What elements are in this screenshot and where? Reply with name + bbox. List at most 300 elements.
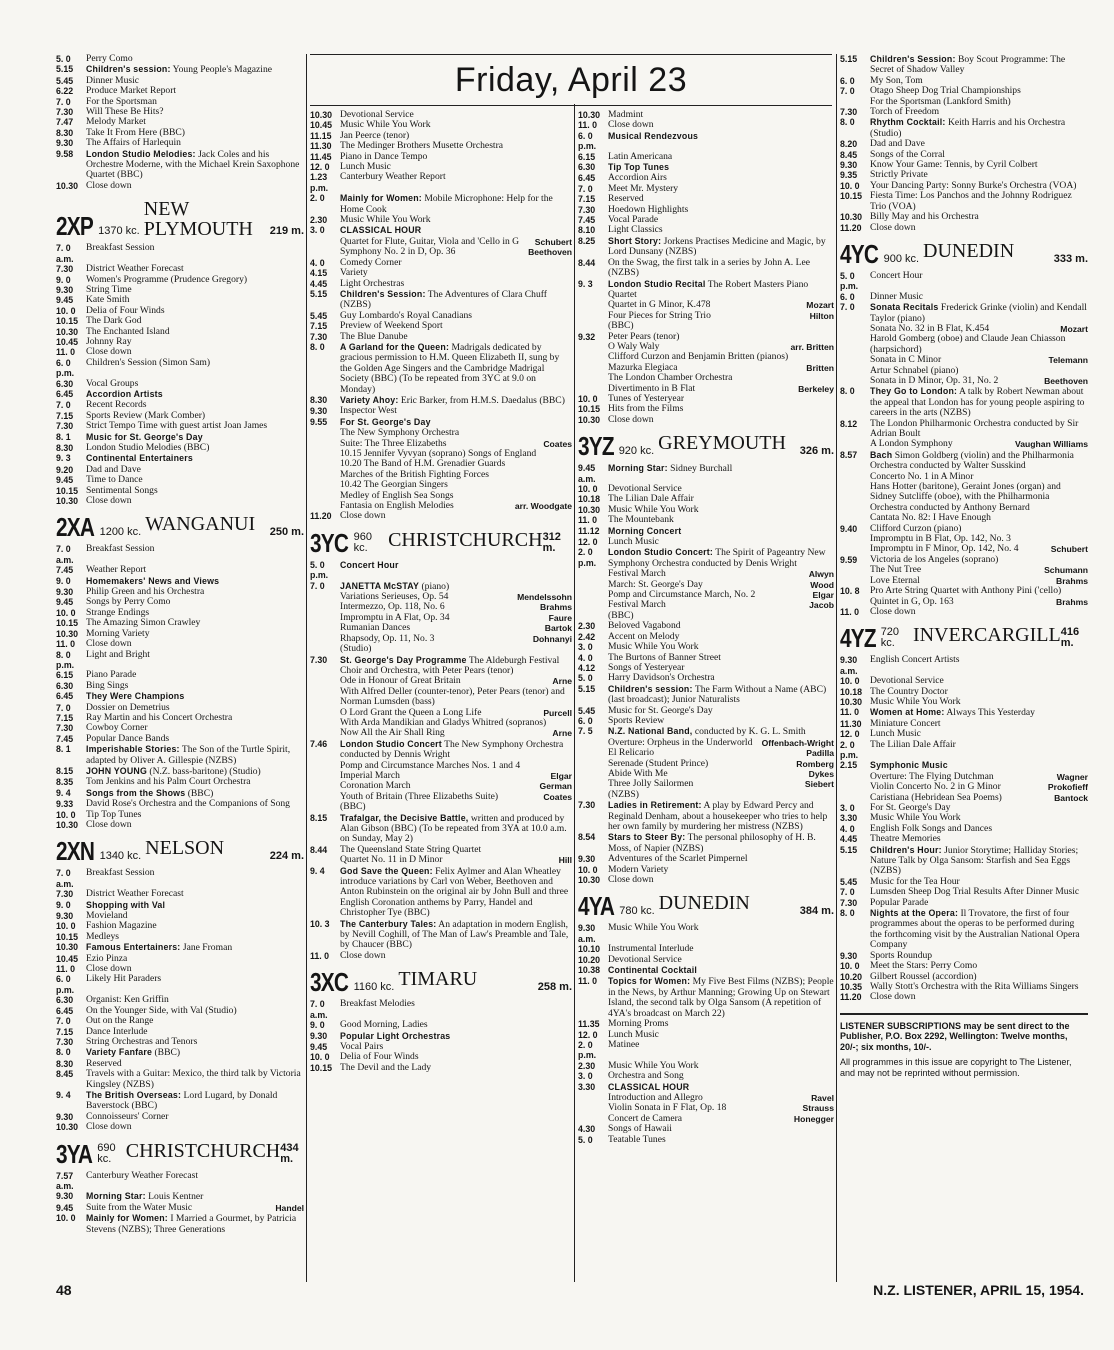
programme-item <box>56 264 304 274</box>
programme-item <box>310 1020 572 1030</box>
time: 9.30 <box>56 911 74 922</box>
programme-text: CLASSICAL HOUR <box>608 1081 690 1092</box>
programme-text: Music While You Work <box>340 214 431 226</box>
programme-text: Variety Fanfare (BBC) <box>86 1047 181 1059</box>
programme-item <box>56 138 304 148</box>
work-title: Intermezzo, Op. 118, No. 6 <box>340 601 445 613</box>
programme-text: Close down <box>86 638 132 650</box>
work-title: O Lord Grant the Queen a Long Life <box>340 706 482 718</box>
programme-item <box>840 898 1088 908</box>
programme-item <box>578 225 834 235</box>
composer: Strauss <box>802 1103 834 1114</box>
time: 5.15 <box>56 64 74 75</box>
time: 5. 0 <box>56 54 71 64</box>
time: 9. 0 <box>56 274 71 285</box>
programme-item <box>840 992 1088 1002</box>
programme-item <box>56 421 304 431</box>
time: 7.15 <box>56 712 74 723</box>
time: 3. 0 <box>840 803 855 813</box>
work-title: Sonata No. 32 in B Flat, K.454 <box>870 322 990 334</box>
time: 9.30 <box>56 1191 74 1202</box>
programme-item <box>840 191 1088 212</box>
programme-text: Will These Be Hits? <box>86 106 164 118</box>
time: 10.30 <box>840 212 863 223</box>
programme-text: Devotional Service <box>608 953 682 965</box>
programme-item <box>310 289 572 311</box>
programme-item <box>56 1171 304 1192</box>
time: 10.15 <box>310 1062 333 1073</box>
time: 7.30 <box>840 107 858 118</box>
programme-text: Trafalgar, the Decisive Battle, written and produced by Alan Gibson (BBC) (To be repeated from 3YA at 10.0 a.m. on Sunday, May 2) <box>340 812 567 845</box>
time: 10.45 <box>56 336 79 347</box>
programme-item <box>56 681 304 691</box>
time: 8. 0 <box>840 117 855 128</box>
programme-text: St. George's Day Programme The Aldeburgh Festival Choir and Orchestra, with Peter Pears (tenor) <box>340 654 560 676</box>
programme-text: Close down <box>86 179 132 191</box>
time: 10.15 <box>56 931 79 942</box>
time: 6.30 <box>56 680 74 691</box>
composer: arr. Britten <box>790 341 834 352</box>
programme-text: Popular Dance Bands <box>86 732 170 744</box>
programme-text: The Amazing Simon Crawley <box>86 617 201 629</box>
programme-item <box>578 1019 834 1029</box>
work-title: Mazurka Elegiaca <box>608 361 678 373</box>
programme-item <box>578 673 834 683</box>
programme-text: Strange Endings <box>86 606 150 618</box>
time: 10.20 <box>840 971 863 982</box>
time: 7.30 <box>578 800 596 811</box>
work-title: Overture: Orpheus in the Underworld <box>608 736 753 748</box>
programme-text: Close down <box>86 495 132 507</box>
time: 11.12 <box>578 525 600 536</box>
programme-text: Breakfast Session <box>86 867 155 879</box>
time: 11. 0 <box>56 347 76 358</box>
programme-text: Recent Records <box>86 399 147 411</box>
station-frequency: 920 kc. <box>618 445 655 458</box>
composer: Britten <box>806 362 834 373</box>
work-title: A London Symphony <box>870 438 953 450</box>
programme-text: District Weather Forecast <box>86 888 184 900</box>
time: 7. 0 <box>578 183 593 194</box>
time: 8. 1 <box>56 744 71 755</box>
time: 6.15 <box>56 670 74 681</box>
programme-item <box>840 655 1088 676</box>
time: 7.30 <box>56 1036 74 1047</box>
time: 11. 0 <box>840 606 860 617</box>
time: 8.10 <box>578 225 596 236</box>
programme-text: Devotional Service <box>608 483 682 494</box>
programme-text: Canterbury Weather Forecast <box>86 1169 198 1181</box>
station-header <box>310 527 572 558</box>
work-line: Concerto No. 1 in A Minor <box>870 470 974 482</box>
work-title: Suite: The Three Elizabeths <box>340 437 447 449</box>
station-header <box>578 891 834 922</box>
programme-text: Sonata Recitals Frederick Grinke (violin) and Kendall Taylor (piano) <box>870 302 1087 324</box>
work-title: Abide With Me <box>608 767 668 779</box>
composer: arr. Woodgate <box>514 501 572 512</box>
time: 10.18 <box>840 686 863 697</box>
programme-text: Close down <box>86 1121 132 1133</box>
time: 9.30 <box>56 587 74 598</box>
programme-item <box>56 1047 304 1058</box>
time: 7. 0 <box>56 400 71 411</box>
programme-item <box>840 845 1088 877</box>
programme-text: Theatre Memories <box>870 833 941 845</box>
time: 7. 0 <box>310 580 325 591</box>
station-header <box>310 967 572 998</box>
programme-item <box>578 547 834 569</box>
composer: Brahms <box>540 602 572 613</box>
work-title: Serenade (Student Prince) <box>608 757 709 769</box>
station-city: NELSON <box>145 837 225 860</box>
composer: Beethoven <box>1044 375 1088 386</box>
work-title: Quartet No. 11 in D Minor <box>340 854 443 866</box>
time: 7.30 <box>840 897 858 908</box>
time: 11.30 <box>310 141 332 152</box>
work-title: Rhapsody, Op. 11, No. 3 <box>340 632 435 644</box>
programme-item <box>56 1069 304 1090</box>
work-title: Impromptu in A Flat, Op. 34 <box>340 611 450 623</box>
work-title: Imperial March <box>340 769 400 781</box>
programme-text: Dinner Music <box>86 74 140 86</box>
programme-item <box>56 243 304 264</box>
time: 10.30 <box>578 875 601 886</box>
time: 8.30 <box>310 394 328 405</box>
programme-text: Produce Market Report <box>86 85 177 97</box>
time: 7.30 <box>310 654 328 665</box>
programme-text: Nights at the Opera: Il Trovatore, the first of four programmes about the operas to be performed during the forthcoming visit by the Australian National Opera Company <box>870 908 1080 951</box>
programme-item <box>56 744 304 766</box>
programme-item <box>56 565 304 575</box>
work-line: Impromptu in B Flat, Op. 142, No. 3 <box>870 533 1011 545</box>
time: 7.15 <box>56 410 74 421</box>
time: 8. 0 <box>840 908 855 919</box>
programme-text: They Go to London: A talk by Robert Newman about the appeal that London has for young people aspiring to careers in the arts (NZBS) <box>870 386 1085 419</box>
time: 3. 0 <box>310 225 325 236</box>
programme-text: Tip Top Tunes <box>86 808 142 820</box>
time: 7. 0 a.m. <box>56 868 74 889</box>
programme-text: The Lilian Dale Affair <box>608 493 694 505</box>
time: 11.20 <box>310 511 332 522</box>
programme-item <box>56 974 304 995</box>
programme-text: Music While You Work <box>608 641 699 653</box>
work-title: Youth of Britain (Three Elizabeths Suite) <box>340 790 499 802</box>
time: 5.15 <box>840 54 858 64</box>
programme-text: Movieland <box>86 910 128 922</box>
programme-item <box>578 131 834 152</box>
programme-text: Close down <box>608 413 654 425</box>
station-frequency: 720 kc. <box>880 626 900 650</box>
programme-text: Children's Session: Boy Scout Programme: The Secret of Shadow Valley <box>870 54 1066 76</box>
time: 5.45 <box>840 876 858 887</box>
programme-item <box>840 386 1088 418</box>
time: 6.30 <box>56 378 74 389</box>
programme-text: Morning Variety <box>86 627 150 639</box>
programme-text: JOHN YOUNG (N.Z. bass-baritone) (Studio) <box>86 765 261 777</box>
programme-text: Music While You Work <box>870 812 961 824</box>
time: 10.15 <box>56 316 79 327</box>
programme-item <box>840 54 1088 76</box>
time: 12. 0 <box>578 537 598 548</box>
time: 7. 0 <box>56 1016 71 1027</box>
programme-item <box>578 415 834 425</box>
programme-text: Accordion Airs <box>608 172 667 184</box>
column-4 <box>840 54 1088 1078</box>
time: 12. 0 <box>578 1029 598 1040</box>
time: 9.30 <box>310 406 328 417</box>
programme-text: London Studio Recital The Robert Masters Piano Quartet <box>608 278 809 300</box>
time: 7. 0 <box>840 887 855 898</box>
time: 11. 0 <box>578 976 598 987</box>
time: 7.30 <box>56 264 74 275</box>
time: 8.45 <box>840 149 858 160</box>
programme-item <box>578 976 834 1019</box>
programme-item <box>578 258 834 279</box>
composer: Offenbach-Wright <box>761 737 834 748</box>
station-city: DUNEDIN <box>923 239 1015 262</box>
programme-item <box>56 942 304 953</box>
composer: Schubert <box>534 236 572 247</box>
composer: Mozart <box>806 300 834 311</box>
programme-text: Inspector West <box>340 405 397 417</box>
programme-text: Meet the Stars: Perry Como <box>870 960 978 972</box>
programme-text: Piano in Dance Tempo <box>340 150 428 162</box>
programme-text: Johnny Ray <box>86 335 132 347</box>
programme-item <box>310 951 572 961</box>
programme-text: Children's session: The Farm Without a Name (ABC) (last broadcast); Junior Naturalists <box>608 683 827 706</box>
time: 9.45 <box>310 1041 328 1052</box>
programme-text: Know Your Game: Tennis, by Cyril Colbert <box>870 159 1038 171</box>
programme-text: Melody Market <box>86 116 146 128</box>
time: 10. 0 <box>840 676 860 687</box>
work-title: O Waly Waly <box>608 340 660 352</box>
composer: Mozart <box>1060 323 1088 334</box>
composer: Dohnanyi <box>532 633 572 644</box>
programme-text: Imperishable Stories: The Son of the Turtle Spirit, adapted by Oliver A. Gillespie (NZBS) <box>86 744 291 766</box>
programme-text: Variety Ahoy: Eric Barker, from H.M.S. Daedalus (BBC) <box>340 394 565 406</box>
programme-text: David Rose's Orchestra and the Companions of Song <box>86 798 290 810</box>
time: 2. 0 p.m. <box>840 739 859 760</box>
time: 10.30 <box>578 110 601 120</box>
time: 10.30 <box>56 942 79 953</box>
programme-item <box>310 215 572 225</box>
programme-text: Morning Star: Louis Kentner <box>86 1191 204 1203</box>
programme-text: Lunch Music <box>340 161 391 173</box>
programme-item <box>578 965 834 976</box>
time: 5.45 <box>578 705 596 716</box>
programme-item <box>310 866 572 919</box>
time: 10.45 <box>310 120 333 131</box>
programme-text: Music While You Work <box>340 119 431 131</box>
work-line: Harold Gomberg (oboe) and Claude Jean Chiasson (harpsichord) <box>870 333 1066 355</box>
programme-text: Dance Interlude <box>86 1025 148 1037</box>
programme-item <box>840 223 1088 233</box>
work-title: Love Eternal <box>870 574 920 586</box>
work-line <box>310 728 572 738</box>
programme-text: Rhythm Cocktail: Keith Harris and his Orchestra (Studio) <box>870 117 1066 139</box>
programme-text: Hits from the Films <box>608 403 684 415</box>
time: 6. 0 <box>578 715 593 726</box>
programme-text: Children's Hour: Junior Storytime; Halliday Stories; Nature Talk by Olga Sansom: Starfish and Sea Eggs (NZBS) <box>870 844 1079 877</box>
time: 8.35 <box>56 777 74 788</box>
programme-text: Strictly Private <box>870 169 928 181</box>
column-2 <box>310 110 572 1073</box>
work-line: (Studio) <box>340 643 372 655</box>
programme-text: Close down <box>608 874 654 886</box>
station-wavelength: 333 m. <box>1053 252 1088 265</box>
programme-text: Ray Martin and his Concert Orchestra <box>86 711 233 723</box>
time: 10.38 <box>578 965 601 976</box>
station-city: TIMARU <box>398 968 478 991</box>
work-title: Now All the Air Shall Ring <box>340 727 445 739</box>
programme-text: Reserved <box>86 1057 122 1069</box>
station-header <box>56 198 304 242</box>
time: 10. 0 <box>56 1213 76 1224</box>
programme-text: Gilbert Roussel (accordion) <box>870 970 977 982</box>
programme-item <box>310 999 572 1020</box>
time: 7.30 <box>56 107 74 118</box>
work-line <box>578 748 834 758</box>
time: 10. 0 <box>578 484 598 494</box>
work-line: 10.20 The Band of H.M. Grenadier Guards <box>340 458 506 470</box>
programme-text: Hoedown Highlights <box>608 203 689 215</box>
time: 4.12 <box>578 662 596 673</box>
time: 9.30 a.m. <box>578 923 596 944</box>
time: 3.30 <box>578 1081 596 1092</box>
station-frequency: 1370 kc. <box>98 225 140 238</box>
station-wavelength: 224 m. <box>269 850 304 863</box>
composer: Arne <box>552 728 572 739</box>
time: 10.15 <box>578 404 601 415</box>
station-callsign: 2XN <box>56 836 95 867</box>
work-line: (BBC) <box>608 609 634 621</box>
programme-text: Variety <box>340 267 368 279</box>
time: 4. 0 <box>310 257 325 268</box>
programme-item <box>578 955 834 965</box>
time: 8.45 <box>56 1069 74 1080</box>
time: 9.30 <box>56 284 74 295</box>
time: 11. 0 <box>56 964 76 975</box>
work-title: Quartet in G Minor, K.478 <box>608 299 711 311</box>
programme-text: Women's Programme (Prudence Gregory) <box>86 273 248 285</box>
programme-text: Clifford Curzon (piano) <box>870 522 962 534</box>
time: 10. 0 <box>840 961 860 972</box>
work-line: Pomp and Circumstance Marches Nos. 1 and 4 <box>340 759 521 771</box>
programme-item <box>310 279 572 289</box>
time: 7.30 <box>56 723 74 734</box>
time: 8.57 <box>840 449 858 460</box>
time: 7.15 <box>578 194 596 205</box>
programme-text: Shopping with Val <box>86 899 166 910</box>
programme-text: District Weather Forecast <box>86 263 184 275</box>
programme-text: Close down <box>340 949 386 961</box>
programme-text: Fiesta Time: Los Panchos and the Johnny Rodriguez Trio (VOA) <box>870 190 1072 212</box>
programme-text: Adventures of the Scarlet Pimpernel <box>608 853 748 865</box>
programme-item <box>310 1063 572 1073</box>
programme-text: Music for St. George's Day <box>86 431 203 442</box>
programme-text: Perry Como <box>86 53 133 64</box>
work-line: (NZBS) <box>608 788 639 800</box>
work-title: Rumanian Dances <box>340 622 411 634</box>
programme-text: Billy May and his Orchestra <box>870 211 979 223</box>
programme-text: Breakfast Session <box>86 242 155 254</box>
programme-text: Famous Entertainers: Jane Froman <box>86 942 233 954</box>
programme-text: Orchestra and Song <box>608 1070 684 1082</box>
programme-text: Suite from the Water Music Handel <box>86 1201 304 1213</box>
time: 8. 0 <box>310 341 325 352</box>
time: 7.30 <box>310 331 328 342</box>
programme-text: Sports Review (Mark Comber) <box>86 409 206 421</box>
time: 11. 0 <box>840 707 860 718</box>
programme-text: Guy Lombardo's Royal Canadians <box>340 309 473 321</box>
programme-text: For St. George's Day <box>340 416 431 427</box>
programme-text: Philip Green and his Orchestra <box>86 586 205 598</box>
composer: Jacob <box>809 600 834 611</box>
programme-text: Vocal Pairs <box>340 1040 384 1052</box>
programme-item <box>56 496 304 506</box>
time: 10.15 <box>840 191 863 202</box>
time: 5.45 <box>56 75 74 86</box>
programme-item <box>56 316 304 326</box>
time: 6.45 <box>56 691 74 702</box>
programme-item <box>578 279 834 301</box>
programme-item <box>840 419 1088 440</box>
composer: Berkeley <box>798 383 834 394</box>
station-frequency: 1200 kc. <box>99 526 142 539</box>
time: 11.45 <box>310 151 332 162</box>
work-title: Festival March <box>608 599 666 611</box>
composer: Hill <box>558 855 572 866</box>
time: 3. 0 <box>578 1071 593 1082</box>
programme-item <box>840 586 1088 596</box>
work-title: Quintet in G, Op. 163 <box>870 595 954 607</box>
programme-text: Medleys <box>86 930 120 942</box>
programme-text: The Mountebank <box>608 514 674 526</box>
time: 5.15 <box>578 683 596 694</box>
time: 2.30 <box>578 1060 596 1071</box>
time: 9.45 <box>56 1202 74 1213</box>
programme-text: The British Overseas: Lord Lugard, by Donald Baverstock (BBC) <box>86 1089 278 1112</box>
time: 9.30 a.m. <box>840 655 858 676</box>
programme-item <box>840 729 1088 739</box>
station-callsign: 3XC <box>310 967 349 998</box>
time: 4.15 <box>310 268 328 279</box>
programme-text: Sports Roundup <box>870 949 933 961</box>
time: 9.45 a.m. <box>578 463 596 484</box>
programme-text: The Enchanted Island <box>86 325 170 337</box>
time: 10. 0 <box>840 180 860 191</box>
composer: Beethoven <box>528 247 572 258</box>
programme-text: Light Classics <box>608 224 663 236</box>
time: 10.30 <box>56 1122 79 1133</box>
time: 1.23 p.m. <box>310 172 329 193</box>
work-title: Quartet for Flute, Guitar, Viola and 'Cello in G <box>340 235 520 247</box>
work-title: Introduction and Allegro <box>608 1091 703 1103</box>
time: 6.30 <box>56 995 74 1006</box>
work-title: Pomp and Circumstance March, No. 2 <box>608 589 756 601</box>
station-wavelength: 416 m. <box>1060 626 1080 650</box>
work-title: Sonata in D Minor, Op. 31, No. 2 <box>870 374 999 386</box>
time: 6.15 <box>578 151 596 162</box>
work-line: (BBC) <box>608 320 634 332</box>
time: 9.30 <box>56 138 74 149</box>
time: 7.45 <box>56 565 74 576</box>
time: 7.30 <box>56 421 74 432</box>
programme-text: Your Dancing Party: Sonny Burke's Orchestra (VOA) <box>870 179 1077 191</box>
time: 10.30 <box>310 110 333 120</box>
time: 9.33 <box>56 799 74 810</box>
programme-text: Stars to Steer By: The personal philosophy of H. B. Moss, of Napier (NZBS) <box>608 832 816 854</box>
